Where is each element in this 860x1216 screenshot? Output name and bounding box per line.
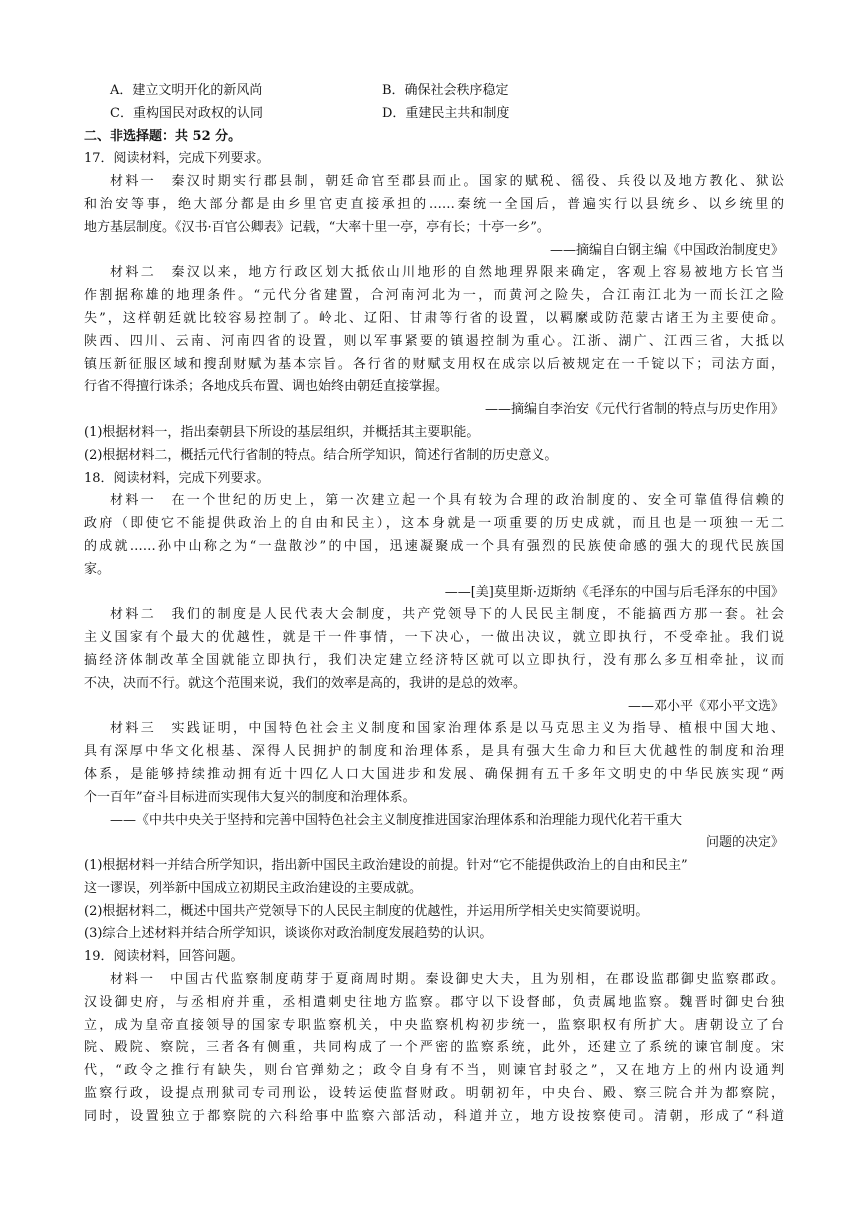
question-18-stem: 18．阅读材料，完成下列要求。	[84, 470, 270, 486]
q17-material-1-line: 和治安等事，绝大部分都是由乡里官吏直接承担的……秦统一全国后，普遍实行以县统乡、以乡统里的	[84, 196, 784, 212]
q18-material-2-line: 主义国家有个最大的优越性，就是干一件事情，一下决心，一做出决议，就立即执行，不受牵扯。我们说	[84, 630, 784, 646]
q19-material-1-line: 材料一 中国古代监察制度萌芽于夏商周时期。秦设御史大夫，且为别相，在郡设监郡御史监察郡政。	[110, 972, 784, 988]
q18-material-1-line: 的成就……孙中山称之为“一盘散沙”的中国，迅速凝聚成一个具有强烈的民族使命感的强大的现代民族国	[84, 538, 784, 554]
q18-subquestion-2: (2)根据材料二，概述中国共产党领导下的人民民主制度的优越性，并运用所学相关史实简要说明。	[84, 903, 649, 919]
option-b[interactable]: B．确保社会秩序稳定	[382, 83, 509, 98]
q18-material-2-line: 不决，决而不行。就这个范围来说，我们的效率是高的，我讲的是总的效率。	[84, 675, 527, 691]
q17-material-2-line: 材料二 秦汉以来，地方行政区划大抵依山川地形的自然地理界限来确定，客观上容易被地方长官当	[110, 265, 784, 281]
option-row	[84, 80, 784, 103]
q17-material-2-line: 镇压新征服区域和搜刮财赋为基本宗旨。各行省的财赋支用权在成宗以后被规定在一千锭以下；司法方面，	[84, 356, 784, 372]
option-c[interactable]: C．重构国民对政权的认同	[110, 105, 263, 121]
q17-material-1-line: 地方基层制度。《汉书·百官公卿表》记载，“大率十里一亭，亭有长；十亭一乡”。	[84, 219, 550, 235]
q17-material-2-source: ——摘编自李治安《元代行省制的特点与历史作用》	[484, 402, 784, 418]
option-row	[84, 103, 784, 126]
section-heading: 二、非选择题：共 52 分。	[84, 128, 242, 144]
q19-material-1-line: 院、殿院、察院，三者各有侧重，共同构成了一个严密的监察系统，此外，还建立了系统的谏官制度。宋	[84, 1040, 784, 1056]
q19-material-1-line: 监察行政，设提点刑狱司专司刑讼，设转运使监督财政。明朝初年，中央台、殿、察三院合并为都察院，	[84, 1086, 784, 1102]
q18-material-3-line: 体系，是能够持续推动拥有近十四亿人口大国进步和发展、确保拥有五千多年文明史的中华民族实现“两	[84, 766, 784, 782]
q18-material-3-line: 具有深厚中华文化根基、深得人民拥护的制度和治理体系，是具有强大生命力和巨大优越性的制度和治理	[84, 744, 784, 760]
q18-material-1-line: 材料一 在一个世纪的历史上，第一次建立起一个具有较为合理的政治制度的、安全可靠值得信赖的	[110, 493, 784, 509]
q19-material-1-line: 同时，设置独立于都察院的六科给事中监察六部活动，科道并立，地方设按察使司。清朝，形成了“科道	[84, 1108, 784, 1124]
q18-material-1-line: 政府（即使它不能提供政治上的自由和民主），这本身就是一项重要的历史成就，而且也是一项独一无二	[84, 516, 784, 532]
q18-material-2-line: 材料二 我们的制度是人民代表大会制度，共产党领导下的人民民主制度，不能搞西方那一套。社会	[110, 607, 784, 623]
q18-material-2-line: 搞经济体制改革全国就能立即执行，我们决定建立经济特区就可以立即执行，没有那么多互相牵扯，议而	[84, 652, 784, 668]
q18-subquestion-1: 这一谬误，列举新中国成立初期民主政治建设的主要成就。	[84, 880, 423, 896]
q17-subquestion-2: (2)根据材料二，概括元代行省制的特点。结合所学知识，简述行省制的历史意义。	[84, 447, 558, 463]
q18-material-1-source: ——[美]莫里斯·迈斯纳《毛泽东的中国与后毛泽东的中国》	[444, 584, 784, 600]
q19-material-1-line: 代，“政令之推行有缺失，则台官弹劾之；政令自身有不当，则谏官封驳之”，又在地方上的州内设通判	[84, 1063, 784, 1079]
q19-material-1-line: 汉设御史府，与丞相府并重，丞相遣刺史往地方监察。郡守以下设督邮，负责属地监察。魏晋时御史台独	[84, 994, 784, 1010]
q17-material-1-source: ——摘编自白钢主编《中国政治制度史》	[549, 242, 784, 258]
q17-material-2-line: 失”，这样朝廷就比较容易控制了。岭北、辽阳、甘肃等行省的设置，以羁縻或防范蒙古诸王为主要使命。	[84, 310, 784, 326]
q17-material-2-line: 陕西、四川、云南、河南四省的设置，则以军事紧要的镇遏控制为重心。江浙、湖广、江西三省，大抵以	[84, 333, 784, 349]
option-a[interactable]: A．建立文明开化的新风尚	[110, 83, 263, 98]
q18-material-2-source: ——邓小平《邓小平文选》	[627, 698, 784, 714]
q18-material-3-source: ——《中共中央关于坚持和完善中国特色社会主义制度推进国家治理体系和治理能力现代化若干重大	[110, 812, 683, 828]
question-17-stem: 17．阅读材料，完成下列要求。	[84, 151, 270, 167]
q19-material-1-line: 立，成为皇帝直接领导的国家专职监察机关，中央监察机构初步统一，监察职权有所扩大。唐朝设立了台	[84, 1017, 784, 1033]
q18-material-1-line: 家。	[84, 561, 111, 577]
q18-subquestion-1: (1)根据材料一并结合所学知识，指出新中国民主政治建设的前提。针对“它不能提供政治上的自由和民主”	[84, 858, 688, 874]
question-19-stem: 19．阅读材料，回答问题。	[84, 949, 244, 965]
q18-subquestion-3: (3)综合上述材料并结合所学知识，谈谈你对政治制度发展趋势的认识。	[84, 926, 493, 942]
q17-material-2-line: 行省不得擅行诛杀；各地戍兵布置、调也始终由朝廷直接掌握。	[84, 379, 449, 395]
q18-material-3-line: 个一百年”奋斗目标进而实现伟大复兴的制度和治理体系。	[84, 789, 416, 805]
q17-material-1-line: 材料一 秦汉时期实行郡县制，朝廷命官至郡县而止。国家的赋税、徭役、兵役以及地方教化、狱讼	[110, 174, 784, 190]
option-d[interactable]: D．重建民主共和制度	[382, 105, 510, 121]
q17-material-2-line: 作割据称雄的地理条件。“元代分省建置，合河南河北为一，而黄河之险失，合江南江北为一而长江之险	[84, 288, 784, 304]
q18-material-3-line: 材料三 实践证明，中国特色社会主义制度和国家治理体系是以马克思主义为指导、植根中国大地、	[110, 721, 784, 737]
q18-material-3-source: 问题的决定》	[705, 835, 784, 851]
q17-subquestion-1: (1)根据材料一，指出秦朝县下所设的基层组织，并概括其主要职能。	[84, 424, 480, 440]
exam-page	[84, 80, 784, 1129]
